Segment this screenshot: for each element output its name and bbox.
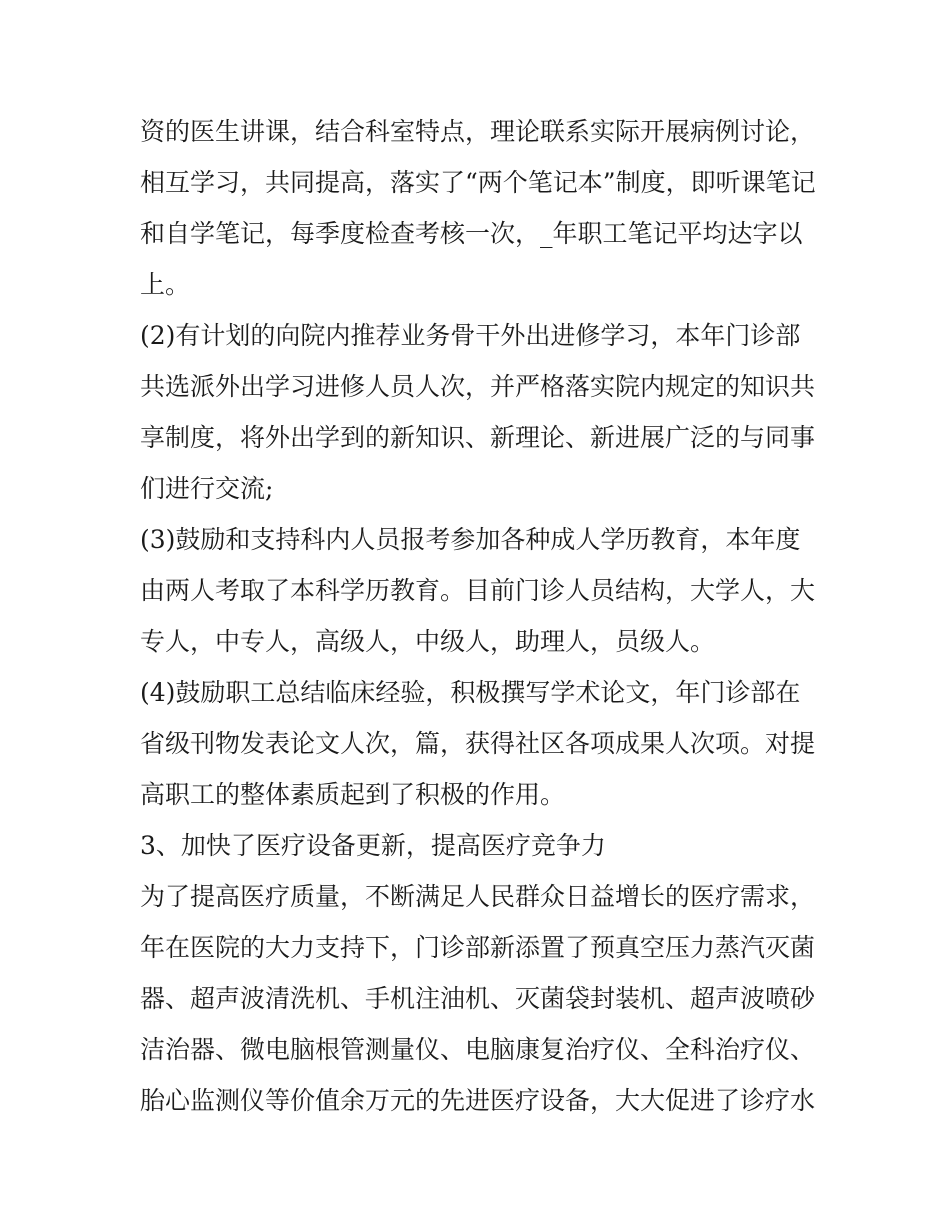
section-heading: 3、加快了医疗设备更新，提高医疗竞争力 [140,831,606,860]
text-line: 上。 [140,270,191,299]
text-line: 器、超声波清洗机、手机注油机、灭菌袋封装机、超声波喷砂 [140,984,816,1013]
text-line: 年在医院的大力支持下，门诊部新添置了预真空压力蒸汽灭菌 [140,933,816,962]
text-line: 资的医生讲课，结合科室特点，理论联系实际开展病例讨论， [140,117,816,146]
text-line: 和自学笔记，每季度检查考核一次，_年职工笔记平均达字以 [140,219,803,248]
text-line: 胎心监测仪等价值余万元的先进医疗设备，大大促进了诊疗水 [140,1086,816,1115]
text-line: 洁治器、微电脑根管测量仪、电脑康复治疗仪、全科治疗仪、 [140,1035,816,1064]
text-line: 共选派外出学习进修人员人次，并严格落实院内规定的知识共 [140,372,816,401]
text-line: 专人，中专人，高级人，中级人，助理人，员级人。 [140,627,716,656]
body-text [140,106,820,1126]
text-line: (2)有计划的向院内推荐业务骨干外出进修学习，本年门诊部 [140,321,801,350]
text-line: 省级刊物发表论文人次，篇，获得社区各项成果人次项。对提 [140,729,816,758]
text-line: (3)鼓励和支持科内人员报考参加各种成人学历教育，本年度 [140,525,801,554]
text-line: 相互学习，共同提高，落实了“两个笔记本”制度，即听课笔记 [140,168,816,197]
text-line: 高职工的整体素质起到了积极的作用。 [140,780,566,809]
text-line: 由两人考取了本科学历教育。目前门诊人员结构，大学人，大 [140,576,816,605]
text-line: 们进行交流; [140,474,274,503]
text-line: (4)鼓励职工总结临床经验，积极撰写学术论文，年门诊部在 [140,678,801,707]
text-line: 享制度，将外出学到的新知识、新理论、新进展广泛的与同事 [140,423,816,452]
text-line: 为了提高医疗质量，不断满足人民群众日益增长的医疗需求， [140,882,816,911]
